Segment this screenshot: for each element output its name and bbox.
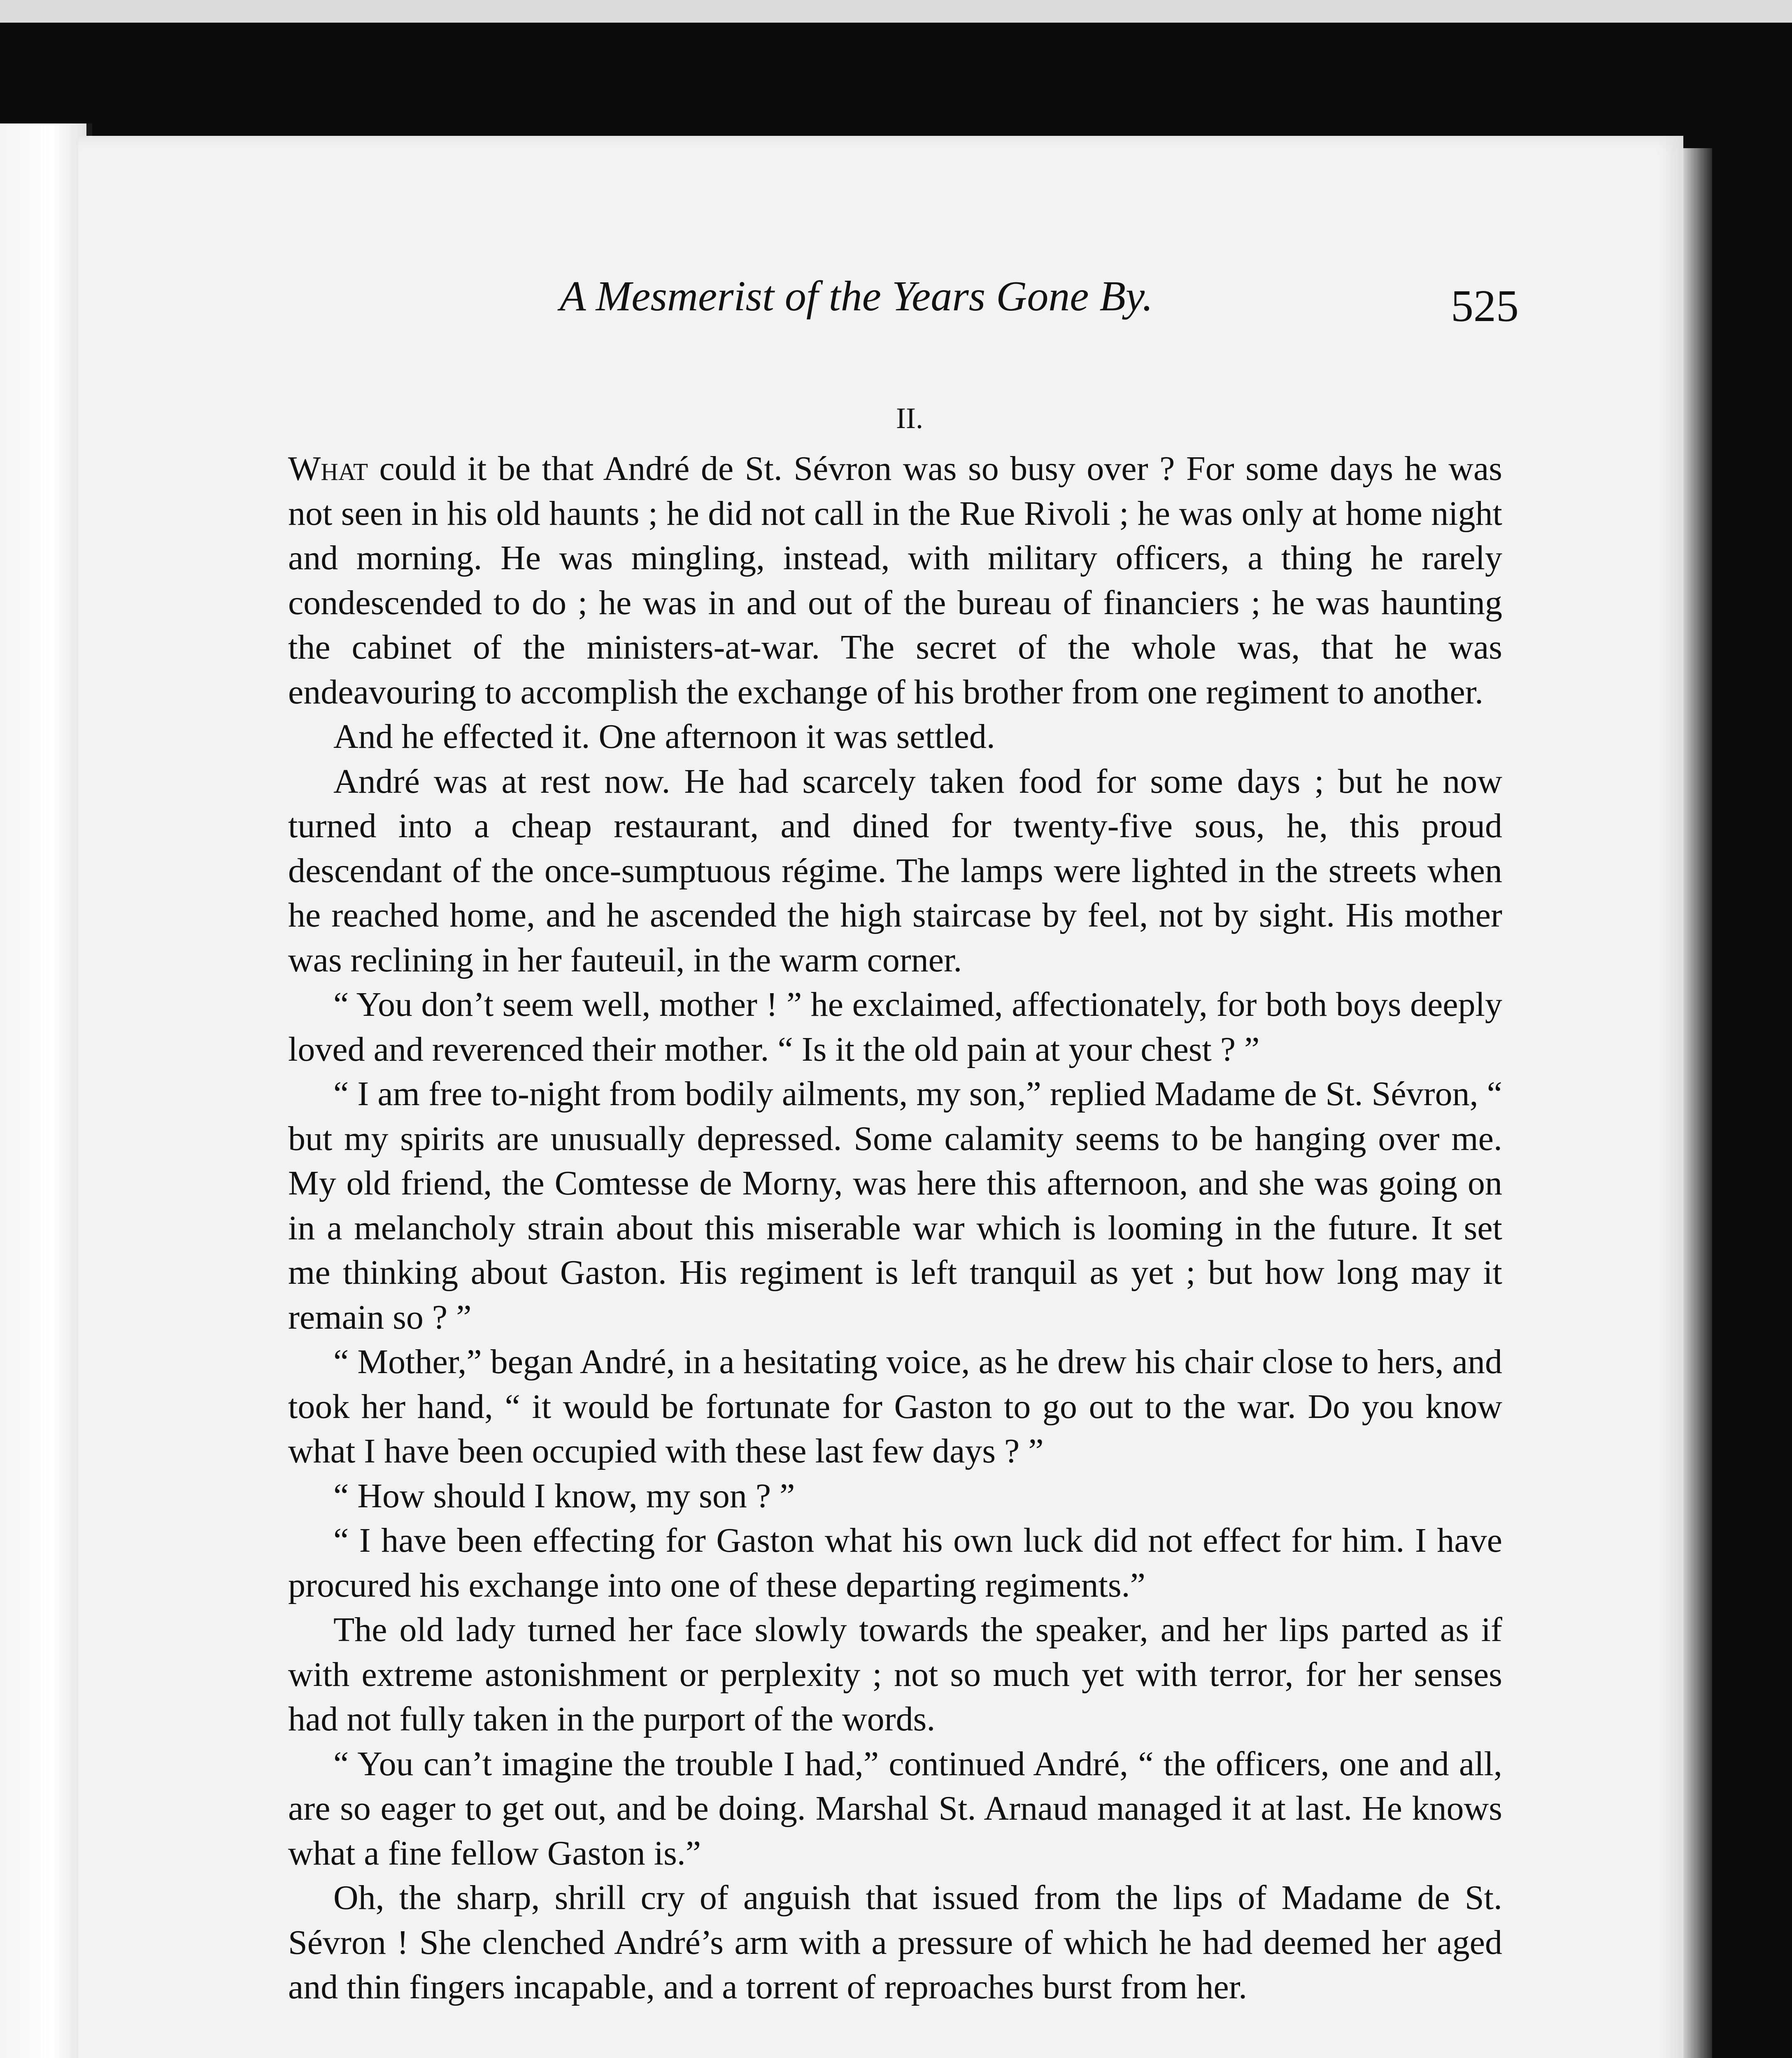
paragraph: Oh, the sharp, shrill cry of anguish that issued from the lips of Madame de St. Sévron ! She clenched André’s arm with a pressure of which he had deemed her aged and thin fingers incapable, and a torrent of reproaches burst from her. xyxy=(288,1879,1502,2006)
section-number: II. xyxy=(896,402,923,435)
paragraph: “ I have been effecting for Gaston what his own luck did not effect for him. I have procured his exchange into one of these departing regiments.” xyxy=(288,1521,1502,1604)
paragraph: And he effected it. One afternoon it was settled. xyxy=(333,717,995,756)
paragraph: André was at rest now. He had scarcely taken food for some days ; but he now turned into a cheap restaurant, and dined for twenty-five sous, he, this proud descendant of the once-sumptuous régime. The lamps were lighted in the streets when he reached home, and he ascended the high staircase by feel, not by sight. His mother was reclining in her fauteuil, in the warm corner. xyxy=(288,762,1502,979)
paragraph: “ I am free to-night from bodily ailments, my son,” replied Madame de St. Sévron, “ but my spirits are unusually depressed. Some calamity seems to be hanging over me. My old friend, the Comtesse de Morny, was here this afternoon, and she was going on in a melancholy strain about this miserable war which is looming in the future. It set me thinking about Gaston. His regiment is left tranquil as yet ; but how long may it remain so ? ” xyxy=(288,1075,1502,1336)
scan-top-strip xyxy=(0,0,1792,23)
page-number: 525 xyxy=(1451,281,1519,331)
paragraph: What could it be that André de St. Sévron was so busy over ? For some days he was not seen in his old haunts ; he did not call in the Rue Rivoli ; he was only at home night and morning. He was mingling, instead, with military officers, a thing he rarely condescended to do ; he was in and out of the bureau of financiers ; he was haunting the cabinet of the ministers-at-war. The secret of the whole was, that he was endeavouring to accomplish the exchange of his brother from one regiment to another. xyxy=(288,449,1502,711)
paragraph: “ How should I know, my son ? ” xyxy=(333,1476,795,1515)
running-title: A Mesmerist of the Years Gone By. xyxy=(560,272,1153,320)
paragraph: “ You don’t seem well, mother ! ” he exclaimed, affectionately, for both boys deeply loved and reverenced their mother. “ Is it the old pain at your chest ? ” xyxy=(288,985,1502,1069)
paragraph: The old lady turned her face slowly towards the speaker, and her lips parted as if with extreme astonishment or perplexity ; not so much yet with terror, for her senses had not fully taken in the purport of the words. xyxy=(288,1611,1502,1738)
paragraph: “ Mother,” began André, in a hesitating voice, as he drew his chair close to hers, and took her hand, “ it would be fortunate for Gaston to go out to the war. Do you know what I have been occupied with these last few days ? ” xyxy=(288,1343,1502,1470)
paragraph: “ You can’t imagine the trouble I had,” continued André, “ the officers, one and all, are so eager to get out, and be doing. Marshal St. Arnaud managed it at last. He knows what a fine fellow Gaston is.” xyxy=(288,1744,1502,1872)
body-text xyxy=(288,447,1502,2010)
opening-word: What xyxy=(288,449,368,488)
page-binding-shadow xyxy=(1683,148,1712,2058)
